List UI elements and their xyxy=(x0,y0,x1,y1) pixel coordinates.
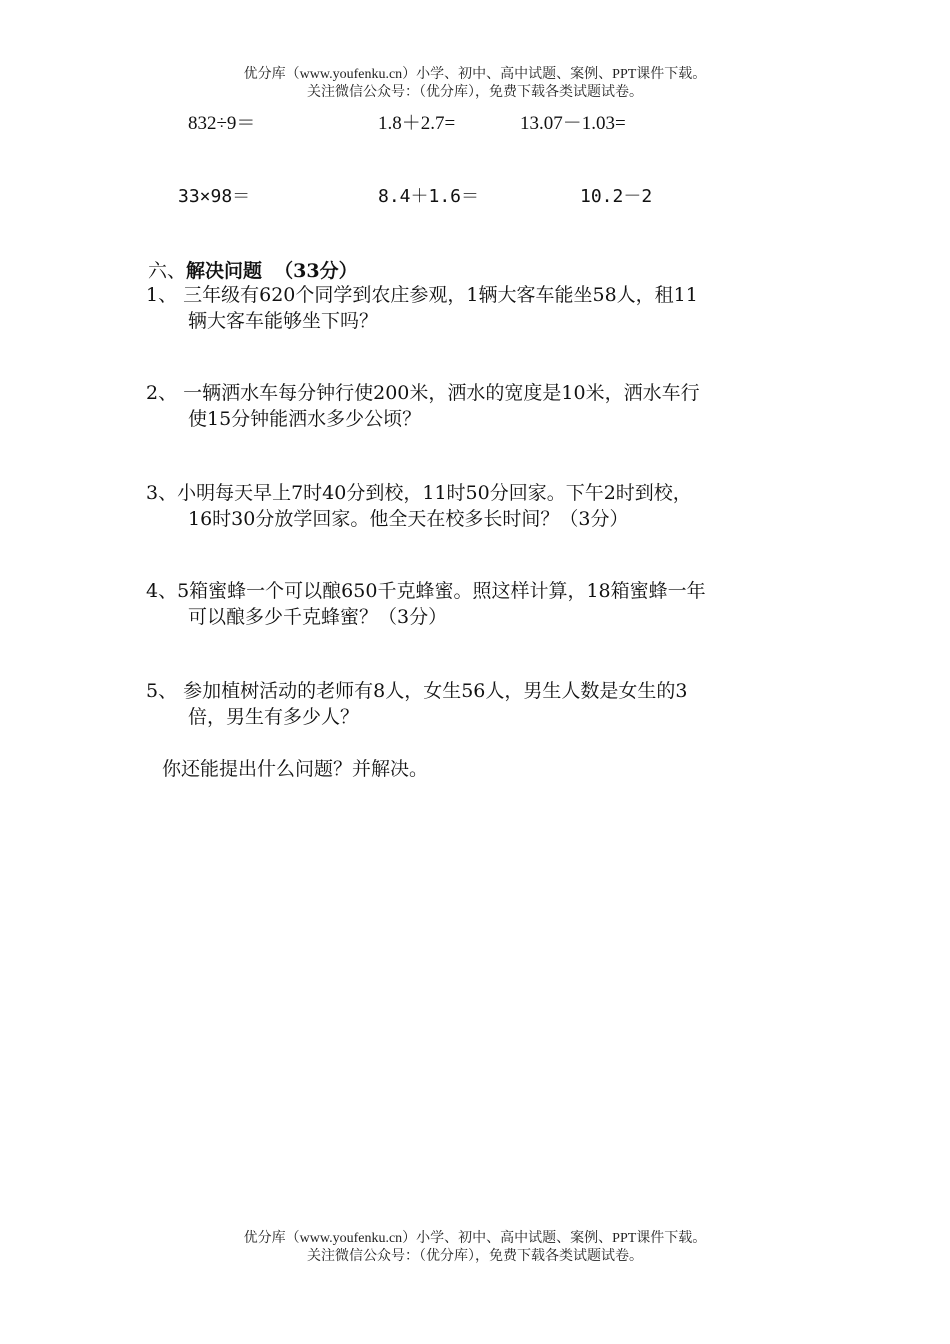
problem-text: 一辆洒水车每分钟行使200米，洒水的宽度是10米，洒水车行 xyxy=(177,382,700,404)
problem-item xyxy=(146,578,826,630)
problem-number: 1、 xyxy=(146,284,178,306)
section-name: 解决问题 xyxy=(186,260,263,282)
problem-number: 4、 xyxy=(146,580,178,602)
problem-item xyxy=(146,480,826,532)
section-score: （33分） xyxy=(274,260,358,282)
problem-text-continued: 可以酿多少千克蜂蜜？（3分） xyxy=(188,606,448,628)
calc-item: 832÷9＝ xyxy=(188,113,256,134)
problem-text: 参加植树活动的老师有8人，女生56人，男生人数是女生的3 xyxy=(177,680,688,702)
problem-text-continued: 16时30分放学回家。他全天在校多长时间？（3分） xyxy=(188,508,629,530)
calc-item: 8.4＋1.6＝ xyxy=(378,186,480,207)
calc-item: 1.8＋2.7= xyxy=(378,113,456,134)
problem-text: 小明每天早上7时40分到校，11时50分回家。下午2时到校， xyxy=(177,482,692,504)
calc-item: 13.07－1.03= xyxy=(520,113,626,134)
problem-text: 三年级有620个同学到农庄参观，1辆大客车能坐58人，租11 xyxy=(177,284,698,306)
problem-item xyxy=(146,380,826,432)
page-header xyxy=(0,66,950,102)
extra-question: 你还能提出什么问题？并解决。 xyxy=(162,758,429,780)
header-line-2: 关注微信公众号：（优分库），免费下载各类试题试卷。 xyxy=(307,85,643,100)
problem-text: 5箱蜜蜂一个可以酿650千克蜂蜜。照这样计算，18箱蜜蜂一年 xyxy=(177,580,706,602)
footer-line-2: 关注微信公众号：（优分库），免费下载各类试题试卷。 xyxy=(307,1249,643,1264)
problem-text-continued: 倍，男生有多少人？ xyxy=(188,706,360,728)
calc-item: 10.2－2 xyxy=(580,186,653,207)
calc-item: 33×98＝ xyxy=(178,186,251,207)
problem-number: 2、 xyxy=(146,382,178,404)
problem-text-continued: 使15分钟能洒水多少公顷？ xyxy=(188,408,422,430)
problem-item xyxy=(146,678,826,730)
problem-number: 3、 xyxy=(146,482,178,504)
footer-line-1: 优分库（www.youfenku.cn）小学、初中、高中试题、案例、PPT课件下载。 xyxy=(243,1231,707,1246)
problem-item xyxy=(146,282,826,334)
section-title xyxy=(148,256,358,283)
problem-number: 5、 xyxy=(146,680,178,702)
page-footer xyxy=(0,1230,950,1266)
section-number: 六、 xyxy=(148,260,187,282)
problem-text-continued: 辆大客车能够坐下吗？ xyxy=(188,310,379,332)
header-line-1: 优分库（www.youfenku.cn）小学、初中、高中试题、案例、PPT课件下载。 xyxy=(243,67,707,82)
